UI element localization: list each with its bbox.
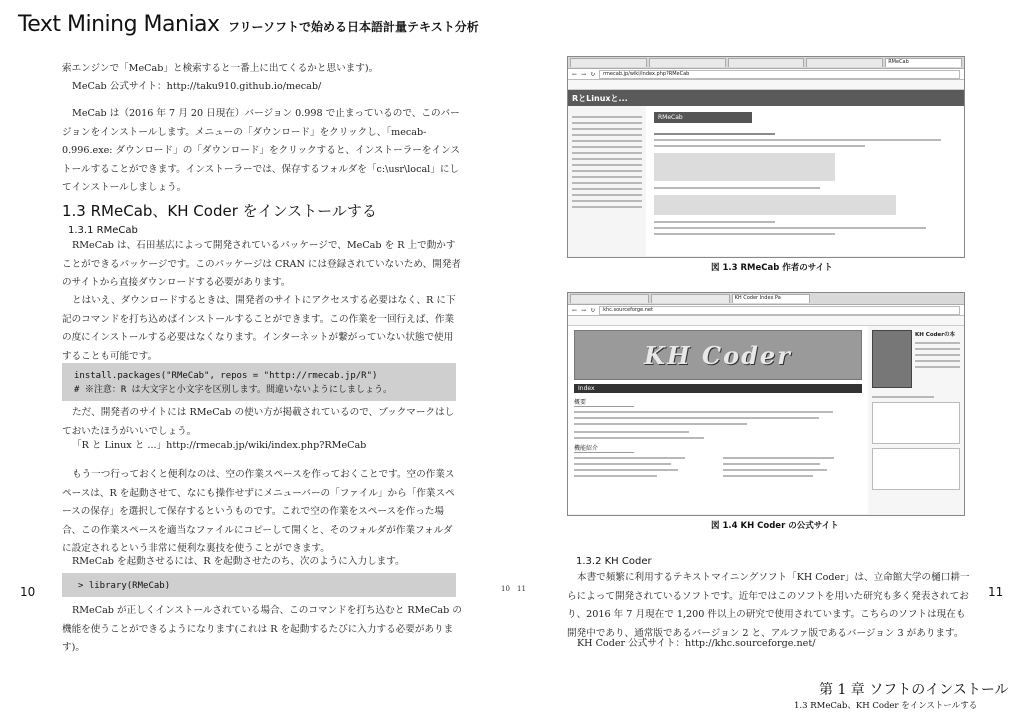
reload-icon-2: ↻ xyxy=(590,306,596,314)
brand-subtitle: フリーソフトで始める日本語計量テキスト分析 xyxy=(228,20,479,34)
section-heading: 1.3 RMeCab、KH Coder をインストールする xyxy=(62,202,377,220)
right-para-1: 本書で頻繁に利用するテキストマイニングソフト「KH Coder」は、立命館大学の樋口耕一らによって開発されているソフトです。近年ではこのソフトを用いた研究も多く発表されており、2016 年 7 月現在で 1,200 件以上の研究で使用されています。こちらのソフトは現在も開発中であり、通常版であるバージョン 2 と、アルファ版であるバージョン 3 があります。 xyxy=(567,572,970,639)
forward-arrow-icon-2: → xyxy=(581,306,587,314)
site-title-bar: RとLinuxと... xyxy=(568,90,964,106)
browser-tab-khcoder: KH Coder Index Pa xyxy=(732,294,811,303)
forward-arrow-icon: → xyxy=(581,70,587,78)
figure-caption-rmecab: 図 1.3 RMeCab 作者のサイト xyxy=(711,263,833,273)
left-para-8: もう一つ行っておくと便利なのは、空の作業スペースを作っておくことです。空の作業スペースは、R を起動させて、なにも操作せずにメニューバーの「ファイル」から「作業スペースの保存」を選択して保存するというものです。これで空の作業をスペースを作った場合、この作業スペースを適当なファイルにコピーして開くと、そのフォルダが作業フォルダに設定されるという非常に便利な裏技を使うことができます。 xyxy=(62,469,455,554)
khc-body xyxy=(568,326,964,514)
site-code-sample-2 xyxy=(654,195,896,215)
browser-address-2: khc.sourceforge.net xyxy=(599,306,960,315)
spine-left-number: 10 xyxy=(501,585,510,593)
left-para-10: RMeCab が正しくインストールされている場合、このコマンドを打ち込むと RMeCab の機能を使うことができるようになります(これは R を起動するたびに入力する必要があります)。 xyxy=(62,605,462,653)
spine-right-number: 11 xyxy=(517,585,526,593)
reload-icon: ↻ xyxy=(590,70,596,78)
khc-sidebar xyxy=(868,326,964,514)
code-block-install xyxy=(62,363,456,401)
site-code-sample xyxy=(654,153,835,181)
figure-caption-khcoder: 図 1.4 KH Coder の公式サイト xyxy=(711,521,839,531)
khc-twitter-widget xyxy=(872,402,960,444)
brand-title: Text Mining Maniax xyxy=(18,12,220,37)
khc-banner xyxy=(574,330,862,380)
code-block-library xyxy=(62,573,456,597)
khc-features-heading: 機能紹介 xyxy=(574,443,634,453)
figure-rmecab-screenshot xyxy=(567,56,965,258)
khc-overview-heading: 概要 xyxy=(574,397,634,407)
khc-book-cover xyxy=(872,330,912,388)
figure-khcoder-screenshot xyxy=(567,292,965,516)
browser-url-bar-2 xyxy=(568,305,964,316)
left-para-5: とはいえ、ダウンロードするときは、開発者のサイトにアクセスする必要はなく、R に下記のコマンドを打ち込めばインストールすることができます。この作業を一回行えば、作業の度にインストールする必要はなくなります。インターネットが繋がっていない状態で使用することも可能です。 xyxy=(62,295,456,362)
browser-tab-active: RMeCab xyxy=(885,58,962,67)
right-page-number: 11 xyxy=(988,585,1004,599)
site-content xyxy=(646,106,964,256)
bookmark-bar xyxy=(568,80,964,90)
site-sidebar xyxy=(568,106,646,256)
left-para-9: RMeCab を起動させるには、R を起動させたのち、次のように入力します。 xyxy=(72,556,405,567)
khc-main xyxy=(568,326,868,514)
code-line-library: > library(RMeCab) xyxy=(78,581,171,591)
browser-tab-bar-2 xyxy=(568,293,964,305)
khc-index-bar: Index xyxy=(574,384,862,393)
khc-book-title: KH Coderの本 xyxy=(915,332,955,338)
rmecab-link[interactable]: 「R と Linux と ...」http://rmecab.jp/wiki/index.php?RMeCab xyxy=(72,440,367,451)
khc-chart-widget xyxy=(872,448,960,490)
site-body xyxy=(568,106,964,256)
subsection-heading-rmecab: 1.3.1 RMeCab xyxy=(68,225,138,236)
site-section-label: RMeCab xyxy=(654,112,752,123)
code-line-install: install.packages("RMeCab", repos = "http://rmecab.jp/R") xyxy=(74,371,378,381)
khc-banner-logo: KH Coder xyxy=(644,340,792,370)
back-arrow-icon-2: ← xyxy=(572,306,578,314)
browser-tab-bar xyxy=(568,57,964,69)
khcoder-link[interactable]: KH Coder 公式サイト：http://khc.sourceforge.net/ xyxy=(577,638,816,649)
browser-url-bar xyxy=(568,69,964,80)
running-section-title: 1.3 RMeCab、KH Coder をインストールする xyxy=(794,701,978,711)
left-para-3: MeCab は（2016 年 7 月 20 日現在）バージョン 0.998 で止まっているので、このバージョンをインストールします。メニューの「ダウンロード」をクリックし、「mecab-0.996.exe: ダウンロード」の「ダウンロード」をクリックすると、インストーラーをインストールすることができます。インストーラーでは、保存するフォルダを「c:\usr\local」にしてインストールしましょう。 xyxy=(62,108,460,193)
browser-address: rmecab.jp/wiki/index.php?RMeCab xyxy=(599,70,960,79)
code-line-note: # ※注意：R は大文字と小文字を区別します。間違いないようにしましょう。 xyxy=(74,385,392,395)
left-para-6: ただ、開発者のサイトには RMeCab の使い方が掲載されているので、ブックマークはしておいたほうがいいでしょう。 xyxy=(62,407,455,437)
left-para-4: RMeCab は、石田基広によって開発されているパッケージで、MeCab を R 上で動かすことができるパッケージです。このパッケージは CRAN には登録されていないため、開発者のサイトから直接ダウンロードする必要があります。 xyxy=(62,240,462,288)
running-chapter-title: 第 1 章 ソフトのインストール xyxy=(819,682,1009,698)
subsection-heading-khcoder: 1.3.2 KH Coder xyxy=(576,556,652,567)
left-para-1: 索エンジンで「MeCab」と検索すると一番上に出てくるかと思います)。 xyxy=(62,63,379,74)
back-arrow-icon: ← xyxy=(572,70,578,78)
left-para-2: MeCab 公式サイト：http://taku910.github.io/mecab/ xyxy=(72,81,322,92)
bookmark-bar-2 xyxy=(568,316,964,326)
left-page-number: 10 xyxy=(20,585,36,599)
